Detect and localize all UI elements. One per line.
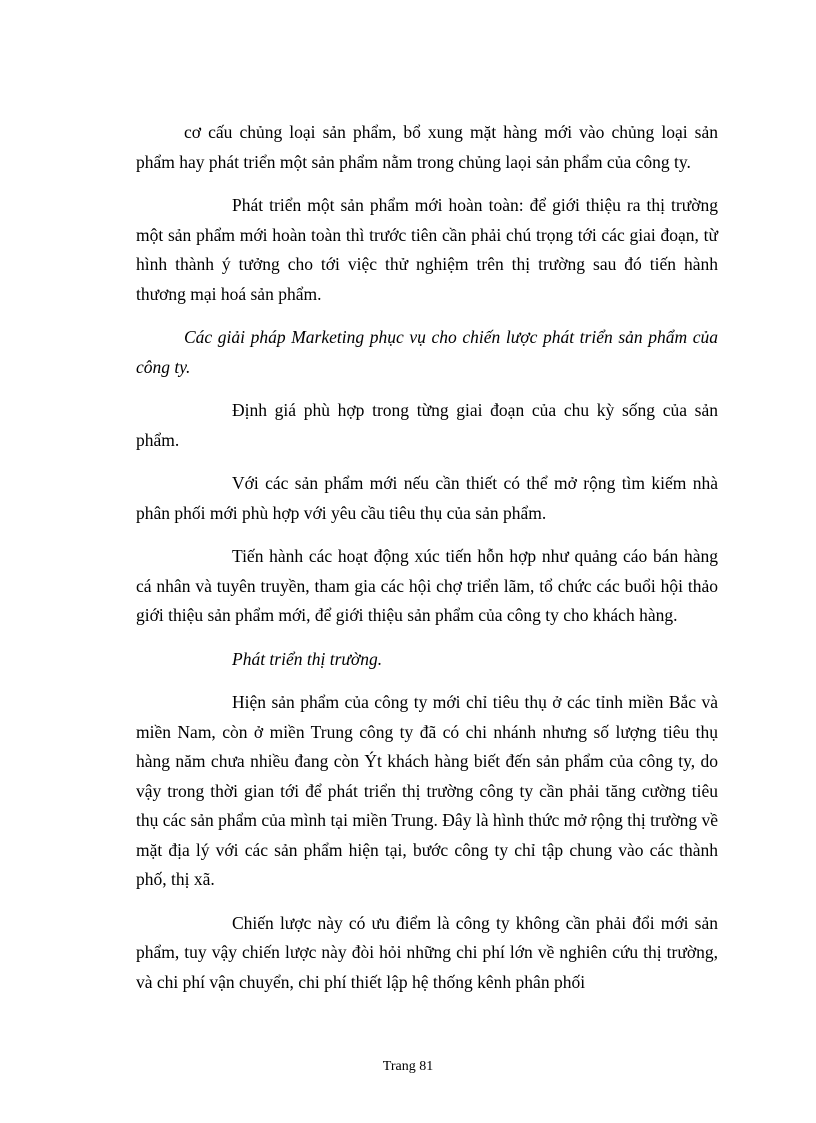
body-text — [136, 118, 718, 1011]
paragraph-market-development: Hiện sản phẩm của công ty mới chỉ tiêu thụ ở các tỉnh miền Bắc và miền Nam, còn ở miền Trung công ty đã có chi nhánh nhưng số lượng tiêu thụ hàng năm chưa nhiều đang còn Ýt khách hàng biết đến sản phẩm của công ty, do vậy trong thời gian tới để phát triển thị trường công ty cần phải tăng cường tiêu thụ các sản phẩm của mình tại miền Trung. Đây là hình thức mở rộng thị trường về mặt địa lý với các sản phẩm hiện tại, bước công ty chỉ tập chung vào các thành phố, thị xã. — [136, 692, 718, 889]
paragraph-strategy-advantage: Chiến lược này có ưu điểm là công ty không cần phải đổi mới sản phẩm, tuy vậy chiến lược này đòi hỏi những chi phí lớn về nghiên cứu thị trường, và chi phí vận chuyển, chi phí thiết lập hệ thống kênh phân phối — [136, 912, 718, 992]
paragraph-new-product: Phát triển một sản phẩm mới hoàn toàn: để giới thiệu ra thị trường một sản phẩm mới hoàn toàn thì trước tiên cần phải chú trọng tới các giai đoạn, từ hình thành ý tưởng cho tới việc thử nghiệm trên thị trường sau đó tiến hành thương mại hoá sản phẩm. — [136, 195, 718, 304]
paragraph-promotion: Tiến hành các hoạt động xúc tiến hỗn hợp như quảng cáo bán hàng cá nhân và tuyên truyền, tham gia các hội chợ triển lãm, tổ chức các buổi hội thảo giới thiệu sản phẩm mới, để giới thiệu sản phẩm của công ty cho khách hàng. — [136, 546, 718, 625]
paragraph-market-development-heading: Phát triển thị trường. — [232, 648, 383, 669]
paragraph-marketing-solutions-heading: Các giải pháp Marketing phục vụ cho chiến lược phát triển sản phẩm của công ty. — [136, 327, 718, 377]
paragraph-product-mix: cơ cấu chủng loại sản phẩm, bổ xung mặt hàng mới vào chủng loại sản phẩm hay phát triển một sản phẩm nằm trong chủng laọi sản phẩm của công ty. — [136, 122, 718, 172]
paragraph-distribution: Với các sản phẩm mới nếu cần thiết có thể mở rộng tìm kiếm nhà phân phối mới phù hợp với yêu cầu tiêu thụ của sản phẩm. — [136, 473, 718, 523]
paragraph-pricing: Định giá phù hợp trong từng giai đoạn của chu kỳ sống của sản phẩm. — [136, 400, 718, 450]
page-number: Trang 81 — [382, 1059, 434, 1074]
